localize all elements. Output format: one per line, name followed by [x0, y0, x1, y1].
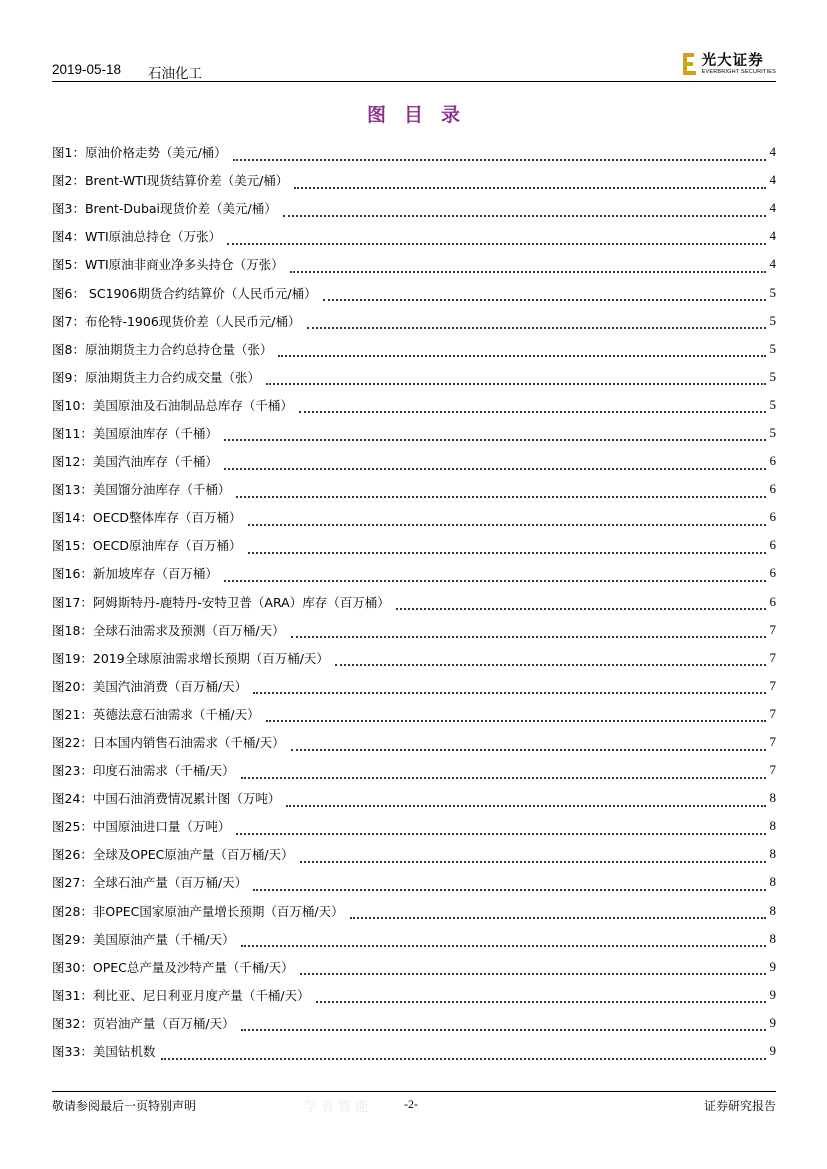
toc-entry[interactable] [52, 840, 776, 868]
toc-entry[interactable] [52, 644, 776, 672]
toc-leader-dots [248, 512, 766, 526]
footer-watermark: 学者智能 [304, 1100, 373, 1115]
header-divider [52, 81, 776, 82]
toc-entry-page: 6 [769, 509, 776, 525]
toc-entry[interactable] [52, 194, 776, 222]
toc-entry[interactable] [52, 138, 776, 166]
toc-entry-page: 8 [769, 846, 776, 862]
toc-entry-label: 图15：OECD原油库存（百万桶） [52, 538, 242, 554]
toc-entry-page: 9 [769, 1014, 776, 1030]
toc-entry-label: 图30：OPEC总产量及沙特产量（千桶/天） [52, 959, 294, 975]
toc-entry-label: 图14：OECD整体库存（百万桶） [52, 510, 242, 526]
toc-entry-page: 7 [769, 677, 776, 693]
toc-leader-dots [236, 821, 765, 835]
toc-entry-label: 图17：阿姆斯特丹-鹿特丹-安特卫普（ARA）库存（百万桶） [52, 594, 390, 610]
toc-entry[interactable] [52, 616, 776, 644]
toc-leader-dots [283, 203, 766, 217]
footer-disclaimer: 敬请参阅最后一页特别声明 [52, 1099, 197, 1113]
toc-entry[interactable] [52, 728, 776, 756]
toc-leader-dots [236, 484, 765, 498]
toc-entry-page: 4 [769, 172, 776, 188]
toc-leader-dots [323, 287, 766, 301]
toc-entry[interactable] [52, 672, 776, 700]
toc-entry-label: 图18：全球石油需求及预测（百万桶/天） [52, 622, 285, 638]
toc-entry[interactable] [52, 278, 776, 306]
toc-entry-page: 8 [769, 902, 776, 918]
toc-entry-page: 4 [769, 228, 776, 244]
toc-leader-dots [224, 456, 766, 470]
toc-entry-label: 图33：美国钻机数 [52, 1044, 156, 1060]
toc-entry-page: 7 [769, 649, 776, 665]
toc-entry-page: 9 [769, 986, 776, 1002]
toc-entry[interactable] [52, 981, 776, 1009]
page-header [52, 52, 776, 82]
toc-entry-page: 7 [769, 734, 776, 750]
toc-entry[interactable] [52, 559, 776, 587]
company-logo [682, 52, 776, 76]
toc-entry-label: 图28：非OPEC国家原油产量增长预期（百万桶/天） [52, 903, 344, 919]
toc-entry-label: 图3：Brent-Dubai现货价差（美元/桶） [52, 201, 277, 217]
logo-english-name: EVERBRIGHT SECURITIES [701, 69, 776, 75]
report-type: 证券研究报告 [703, 1099, 776, 1113]
footer-divider [52, 1091, 776, 1092]
toc-entry[interactable] [52, 166, 776, 194]
toc-entry-label: 图27：全球石油产量（百万桶/天） [52, 875, 248, 891]
toc-entry[interactable] [52, 391, 776, 419]
toc-entry[interactable] [52, 307, 776, 335]
toc-entry[interactable] [52, 588, 776, 616]
report-sector: 石油化工 [148, 66, 202, 82]
toc-entry[interactable] [52, 363, 776, 391]
toc-leader-dots [396, 596, 766, 610]
toc-leader-dots [241, 765, 766, 779]
toc-leader-dots [266, 371, 766, 385]
toc-entry-page: 7 [769, 705, 776, 721]
toc-entry[interactable] [52, 897, 776, 925]
toc-entry[interactable] [52, 335, 776, 363]
page-number: -2- [404, 1097, 418, 1111]
toc-leader-dots [286, 793, 765, 807]
toc-entry-label: 图32：页岩油产量（百万桶/天） [52, 1015, 235, 1031]
toc-entry-page: 8 [769, 874, 776, 890]
toc-entry[interactable] [52, 250, 776, 278]
toc-entry[interactable] [52, 531, 776, 559]
toc-leader-dots [253, 877, 765, 891]
toc-leader-dots [241, 933, 766, 947]
toc-leader-dots [227, 231, 765, 245]
toc-leader-dots [224, 427, 766, 441]
toc-entry-label: 图24：中国石油消费情况累计图（万吨） [52, 791, 281, 807]
toc-entry-label: 图21：英德法意石油需求（千桶/天） [52, 706, 260, 722]
toc-entry-label: 图9：原油期货主力合约成交量（张） [52, 369, 260, 385]
toc-entry-page: 6 [769, 537, 776, 553]
toc-entry[interactable] [52, 925, 776, 953]
toc-entry[interactable] [52, 447, 776, 475]
toc-entry-label: 图6： SC1906期货合约结算价（人民币元/桶） [52, 285, 317, 301]
toc-entry-label: 图22：日本国内销售石油需求（千桶/天） [52, 735, 285, 751]
toc-leader-dots [224, 568, 766, 582]
toc-entry-label: 图11：美国原油库存（千桶） [52, 425, 218, 441]
toc-entry-page: 7 [769, 621, 776, 637]
toc-entry-label: 图2：Brent-WTI现货结算价差（美元/桶） [52, 173, 289, 189]
toc-leader-dots [161, 1046, 765, 1060]
toc-entry-page: 8 [769, 818, 776, 834]
toc-entry-page: 4 [769, 200, 776, 216]
toc-leader-dots [335, 652, 766, 666]
toc-entry[interactable] [52, 700, 776, 728]
toc-leader-dots [316, 989, 766, 1003]
toc-leader-dots [307, 315, 766, 329]
toc-entry-page: 8 [769, 930, 776, 946]
toc-leader-dots [248, 540, 766, 554]
toc-entry-label: 图20：美国汽油消费（百万桶/天） [52, 678, 248, 694]
toc-entry-page: 5 [769, 312, 776, 328]
toc-entry-label: 图10：美国原油及石油制品总库存（千桶） [52, 397, 293, 413]
toc-entry-label: 图29：美国原油产量（千桶/天） [52, 931, 235, 947]
toc-entry-label: 图7：布伦特-1906现货价差（人民币元/桶） [52, 313, 301, 329]
toc-entry-page: 6 [769, 565, 776, 581]
toc-leader-dots [291, 624, 766, 638]
toc-entry-label: 图4：WTI原油总持仓（万张） [52, 229, 222, 245]
toc-entry[interactable] [52, 868, 776, 896]
toc-leader-dots [300, 849, 766, 863]
toc-entry[interactable] [52, 1037, 776, 1065]
toc-entry-page: 6 [769, 481, 776, 497]
toc-entry-page: 5 [769, 396, 776, 412]
toc-entry-page: 9 [769, 1043, 776, 1059]
toc-entry-page: 5 [769, 424, 776, 440]
toc-entry[interactable] [52, 503, 776, 531]
toc-entry-label: 图25：中国原油进口量（万吨） [52, 819, 231, 835]
toc-entry-page: 5 [769, 284, 776, 300]
toc-entry-page: 9 [769, 958, 776, 974]
toc-entry[interactable] [52, 222, 776, 250]
toc-leader-dots [350, 905, 766, 919]
toc-leader-dots [294, 175, 765, 189]
toc-leader-dots [233, 147, 766, 161]
toc-entry[interactable] [52, 1009, 776, 1037]
toc-entry-label: 图23：印度石油需求（千桶/天） [52, 763, 235, 779]
logo-chinese-name: 光大证券 [701, 52, 764, 69]
toc-entry[interactable] [52, 953, 776, 981]
toc-leader-dots [241, 1017, 766, 1031]
toc-entry[interactable] [52, 812, 776, 840]
toc-entry-label: 图5：WTI原油非商业净多头持仓（万张） [52, 257, 284, 273]
toc-entry-label: 图19：2019全球原油需求增长预期（百万桶/天） [52, 650, 329, 666]
toc-entry-label: 图31：利比亚、尼日利亚月度产量（千桶/天） [52, 987, 310, 1003]
toc-entry-page: 4 [769, 256, 776, 272]
toc-entry-page: 6 [769, 453, 776, 469]
toc-entry-label: 图16：新加坡库存（百万桶） [52, 566, 218, 582]
toc-entry[interactable] [52, 756, 776, 784]
toc-leader-dots [290, 259, 766, 273]
toc-entry-label: 图26：全球及OPEC原油产量（百万桶/天） [52, 847, 294, 863]
table-of-figures [52, 138, 776, 1065]
toc-leader-dots [253, 680, 765, 694]
toc-entry-label: 图12：美国汽油库存（千桶） [52, 454, 218, 470]
logo-mark-icon [682, 52, 698, 76]
toc-leader-dots [300, 961, 766, 975]
toc-entry-label: 图8：原油期货主力合约总持仓量（张） [52, 341, 273, 357]
toc-entry[interactable] [52, 475, 776, 503]
page-footer [52, 1097, 776, 1117]
toc-entry-label: 图1：原油价格走势（美元/桶） [52, 145, 227, 161]
toc-leader-dots [278, 343, 765, 357]
toc-entry-page: 5 [769, 340, 776, 356]
toc-entry-page: 6 [769, 593, 776, 609]
toc-leader-dots [291, 737, 766, 751]
toc-leader-dots [266, 708, 766, 722]
toc-entry-page: 8 [769, 790, 776, 806]
toc-entry-label: 图13：美国馏分油库存（千桶） [52, 482, 231, 498]
toc-entry-page: 7 [769, 762, 776, 778]
toc-leader-dots [299, 399, 766, 413]
toc-entry[interactable] [52, 419, 776, 447]
toc-entry-page: 5 [769, 368, 776, 384]
toc-entry[interactable] [52, 784, 776, 812]
report-date: 2019-05-18 [52, 62, 122, 77]
toc-title: 图目录 [366, 104, 478, 126]
toc-entry-page: 4 [769, 144, 776, 160]
